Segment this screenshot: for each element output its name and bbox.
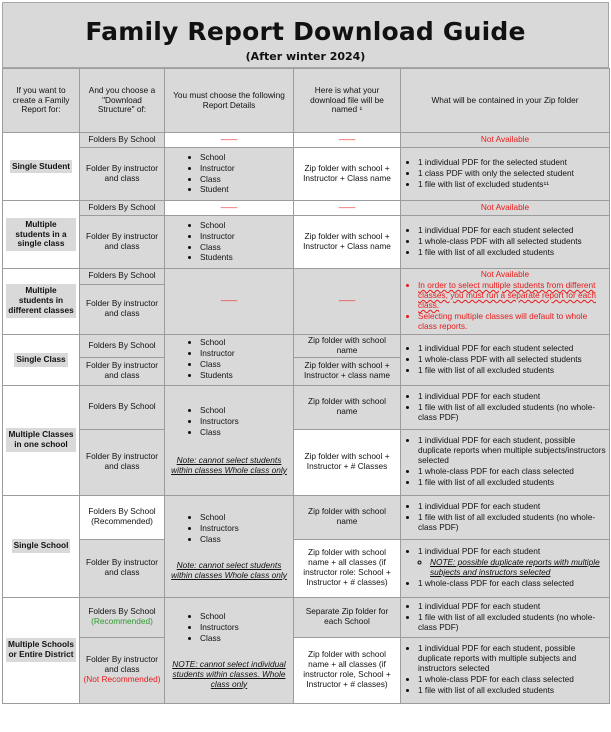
- scenario-multi-classes-one-school: Multiple Classes in one school: [3, 385, 80, 495]
- structure-cell: Folder By instructor and class: [80, 539, 165, 597]
- contents-cell: • 1 individual PDF for the selected student • 1 class PDF with only the selected student • 1 file with list of excluded students¹¹: [401, 148, 610, 201]
- filename-cell: Zip folder with school name: [294, 334, 401, 357]
- header-details: You must choose the following Report Details: [165, 69, 294, 133]
- title-band: [2, 2, 609, 68]
- guide-table: [2, 68, 610, 704]
- dash-cell: ——: [294, 269, 401, 335]
- structure-cell: Folders By School: [80, 201, 165, 216]
- filename-cell: Zip folder with school name + all classes (if instructor role, School + Instructor + # classes): [294, 637, 401, 703]
- details-cell: • School • Instructors • Class Note: cannot select students within classes Whole class only: [165, 495, 294, 597]
- structure-cell: Folders By School: [80, 334, 165, 357]
- not-available-cell: Not Available: [401, 201, 610, 216]
- table-row: [3, 429, 610, 495]
- table-row: [3, 201, 610, 216]
- page-title: Family Report Download Guide: [85, 17, 526, 46]
- table-row: [3, 495, 610, 539]
- dash-cell: ——: [165, 201, 294, 216]
- header-named: Here is what your download file will be named ¹: [294, 69, 401, 133]
- structure-cell: Folder By instructor and class: [80, 357, 165, 385]
- details-cell: • School • Instructor • Class • Student: [165, 148, 294, 201]
- header-structure: And you choose a "Download Structure" of:: [80, 69, 165, 133]
- contents-cell: • 1 individual PDF for each student, possible duplicate reports when multiple subjects/instructors selected • 1 whole-class PDF for each class selected • 1 file with list of all excluded students: [401, 429, 610, 495]
- structure-cell: Folder By instructor and class: [80, 216, 165, 269]
- contents-cell: • 1 individual PDF for each student ◦ NOTE: possible duplicate reports with multiple subjects and instructors selected • 1 whole-class PDF for each class selected: [401, 539, 610, 597]
- structure-cell: Folders By School: [80, 269, 165, 285]
- structure-cell: Folders By School (Recommended): [80, 597, 165, 637]
- structure-cell: Folders By School: [80, 385, 165, 429]
- filename-cell: Zip folder with school name: [294, 385, 401, 429]
- contents-cell: • 1 individual PDF for each student selected • 1 whole-class PDF with all selected students • 1 file with list of all excluded students: [401, 334, 610, 385]
- contents-cell: • 1 individual PDF for each student • 1 file with list of all excluded students (no whole-class PDF): [401, 597, 610, 637]
- filename-cell: Zip folder with school name + all classes (if instructor role: School + Instructor + # classes): [294, 539, 401, 597]
- scenario-single-class: Single Class: [3, 334, 80, 385]
- note-whole-class-only: Note: cannot select students within classes Whole class only: [171, 559, 287, 580]
- filename-cell: Zip folder with school + Instructor + class name: [294, 357, 401, 385]
- table-row: [3, 216, 610, 269]
- table-row: [3, 637, 610, 703]
- structure-cell: Folder By instructor and class: [80, 148, 165, 201]
- structure-cell: Folder By instructor and class: [80, 429, 165, 495]
- not-available-text: Not Available: [480, 269, 530, 279]
- details-cell: • School • Instructor • Class • Students: [165, 216, 294, 269]
- structure-cell: Folders By School: [80, 133, 165, 148]
- note-whole-class-only: Note: cannot select students within classes Whole class only: [171, 454, 287, 475]
- structure-cell: Folders By School (Recommended): [80, 495, 165, 539]
- dash-cell: ——: [165, 269, 294, 335]
- table-row: [3, 133, 610, 148]
- header-contained: What will be contained in your Zip folder: [401, 69, 610, 133]
- filename-cell: Separate Zip folder for each School: [294, 597, 401, 637]
- table-row: [3, 148, 610, 201]
- structure-cell: Folder By instructor and class: [80, 284, 165, 334]
- scenario-multi-schools: Multiple Schools or Entire District: [3, 597, 80, 703]
- scenario-single-school: Single School: [3, 495, 80, 597]
- table-row: [3, 539, 610, 597]
- dash-cell: ——: [294, 201, 401, 216]
- scenario-multi-diff-classes: Multiple students in different classes: [3, 269, 80, 335]
- table-row: [3, 385, 610, 429]
- structure-cell: Folder By instructor and class (Not Recommended): [80, 637, 165, 703]
- contents-cell: • 1 individual PDF for each student • 1 file with list of all excluded students (no whole-class PDF): [401, 495, 610, 539]
- table-row: [3, 334, 610, 357]
- filename-cell: Zip folder with school + Instructor + Class name: [294, 216, 401, 269]
- header-want: If you want to create a Family Report for:: [3, 69, 80, 133]
- details-cell: • School • Instructors • Class Note: cannot select students within classes Whole class only: [165, 385, 294, 495]
- details-cell: • School • Instructor • Class • Students: [165, 334, 294, 385]
- dash-cell: ——: [165, 133, 294, 148]
- header-row: [3, 69, 610, 133]
- contents-cell: • 1 individual PDF for each student selected • 1 whole-class PDF with all selected students • 1 file with list of all excluded students: [401, 216, 610, 269]
- filename-cell: Zip folder with school name: [294, 495, 401, 539]
- details-cell: • School • Instructors • Class NOTE: cannot select individual students within classes. Whole class only: [165, 597, 294, 703]
- filename-cell: Zip folder with school + Instructor + Class name: [294, 148, 401, 201]
- scenario-multi-single-class: Multiple students in a single class: [3, 201, 80, 269]
- table-row: [3, 597, 610, 637]
- contents-cell: • 1 individual PDF for each student • 1 file with list of all excluded students (no whole-class PDF): [401, 385, 610, 429]
- table-row: [3, 269, 610, 285]
- contents-cell: Not Available • In order to select multiple students from different classes, you must run a separate report for each class. • Selecting multiple classes will default to whole class reports.: [401, 269, 610, 335]
- dash-cell: ——: [294, 133, 401, 148]
- not-available-cell: Not Available: [401, 133, 610, 148]
- page-subtitle: (After winter 2024): [245, 50, 366, 63]
- note-whole-class-only: NOTE: cannot select individual students within classes. Whole class only: [172, 658, 286, 689]
- filename-cell: Zip folder with school + Instructor + # Classes: [294, 429, 401, 495]
- contents-cell: • 1 individual PDF for each student, possible duplicate reports with multiple subjects and instructors selected • 1 whole-class PDF for each class selected • 1 file with list of all excluded students: [401, 637, 610, 703]
- scenario-single-student: Single Student: [3, 133, 80, 201]
